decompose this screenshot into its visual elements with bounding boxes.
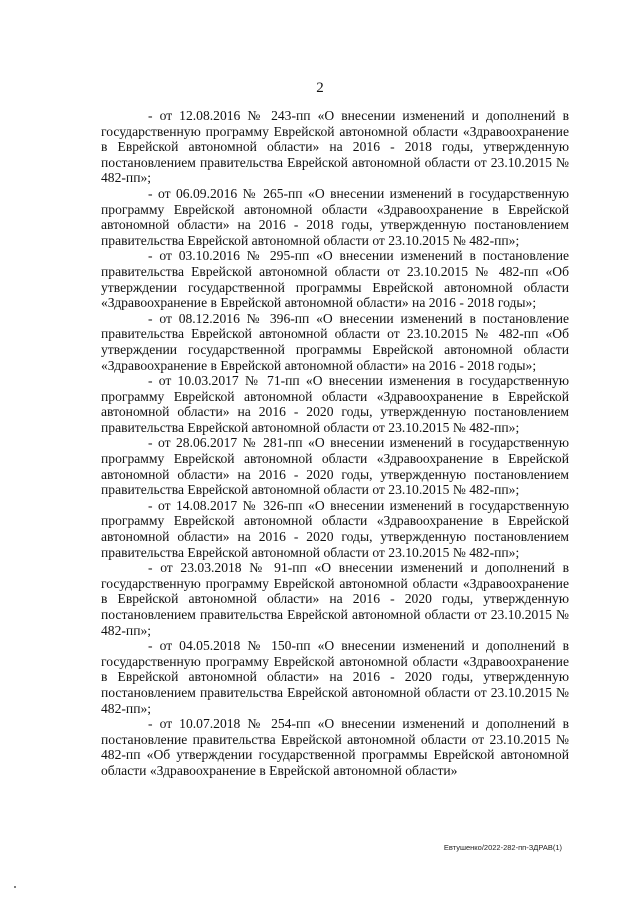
amendment-paragraph: - от 03.10.2016 № 295-пп «О внесении изменений в постановление правительства Еврейской автономной области от 23.10.2015 № 482-пп «Об утверждении государственной программы Еврейской автономной области «Здравоохранение в Еврейской автономной области» на 2016 - 2018 годы»; — [101, 248, 569, 311]
scan-artifact-dot — [14, 886, 16, 888]
amendment-paragraph: - от 10.03.2017 № 71-пп «О внесении изменения в государственную программу Еврейской автономной области «Здравоохранение в Еврейской автономной области» на 2016 - 2020 годы, утвержденную постановлением правительства Еврейской автономной области от 23.10.2015 № 482-пп»; — [101, 373, 569, 435]
amendment-paragraph: - от 04.05.2018 № 150-пп «О внесении изменений и дополнений в государственную программу Еврейской автономной области «Здравоохранение в Еврейской автономной области» на 2016 - 2020 годы, утвержденную постановлением правительства Еврейской автономной области от 23.10.2015 № 482-пп»; — [101, 638, 569, 716]
page-number: 2 — [316, 80, 324, 96]
amendment-paragraph: - от 12.08.2016 № 243-пп «О внесении изменений и дополнений в государственную программу Еврейской автономной области «Здравоохранение в Еврейской автономной области» на 2016 - 2018 годы, утвержденную постановлением правительства Еврейской автономной области от 23.10.2015 № 482-пп»; — [101, 108, 569, 186]
amendment-paragraph: - от 14.08.2017 № 326-пп «О внесении изменений в государственную программу Еврейской автономной области «Здравоохранение в Еврейской автономной области» на 2016 - 2020 годы, утвержденную постановлением правительства Еврейской автономной области от 23.10.2015 № 482-пп»; — [101, 497, 569, 560]
amendment-paragraph: - от 10.07.2018 № 254-пп «О внесении изменений и дополнений в постановление правительства Еврейской автономной области от 23.10.2015 № 482-пп «Об утверждении государственной программы Еврейской автономной области «Здравоохранение в Еврейской автономной области» — [101, 716, 569, 778]
amendment-paragraph: - от 23.03.2018 № 91-пп «О внесении изменений и дополнений в государственную программу Еврейской автономной области «Здравоохранение в Еврейской автономной области» на 2016 - 2020 годы, утвержденную постановлением правительства Еврейской автономной области от 23.10.2015 № 482-пп»; — [101, 560, 569, 638]
document-body — [101, 108, 569, 779]
amendment-paragraph: - от 06.09.2016 № 265-пп «О внесении изменений в государственную программу Еврейской автономной области «Здравоохранение в Еврейской автономной области» на 2016 - 2018 годы, утвержденную постановлением правительства Еврейской автономной области от 23.10.2015 № 482-пп»; — [101, 185, 569, 248]
document-footer-code: Евтушенко/2022-282-пп-ЗДРАВ(1) — [443, 843, 562, 852]
amendment-paragraph: - от 08.12.2016 № 396-пп «О внесении изменений в постановление правительства Еврейской автономной области от 23.10.2015 № 482-пп «Об утверждении государственной программы Еврейской автономной области «Здравоохранение в Еврейской автономной области» на 2016 - 2018 годы»; — [101, 310, 569, 373]
amendment-paragraph: - от 28.06.2017 № 281-пп «О внесении изменений в государственную программу Еврейской автономной области «Здравоохранение в Еврейской автономной области» на 2016 - 2020 годы, утвержденную постановлением правительства Еврейской автономной области от 23.10.2015 № 482-пп»; — [101, 435, 569, 498]
